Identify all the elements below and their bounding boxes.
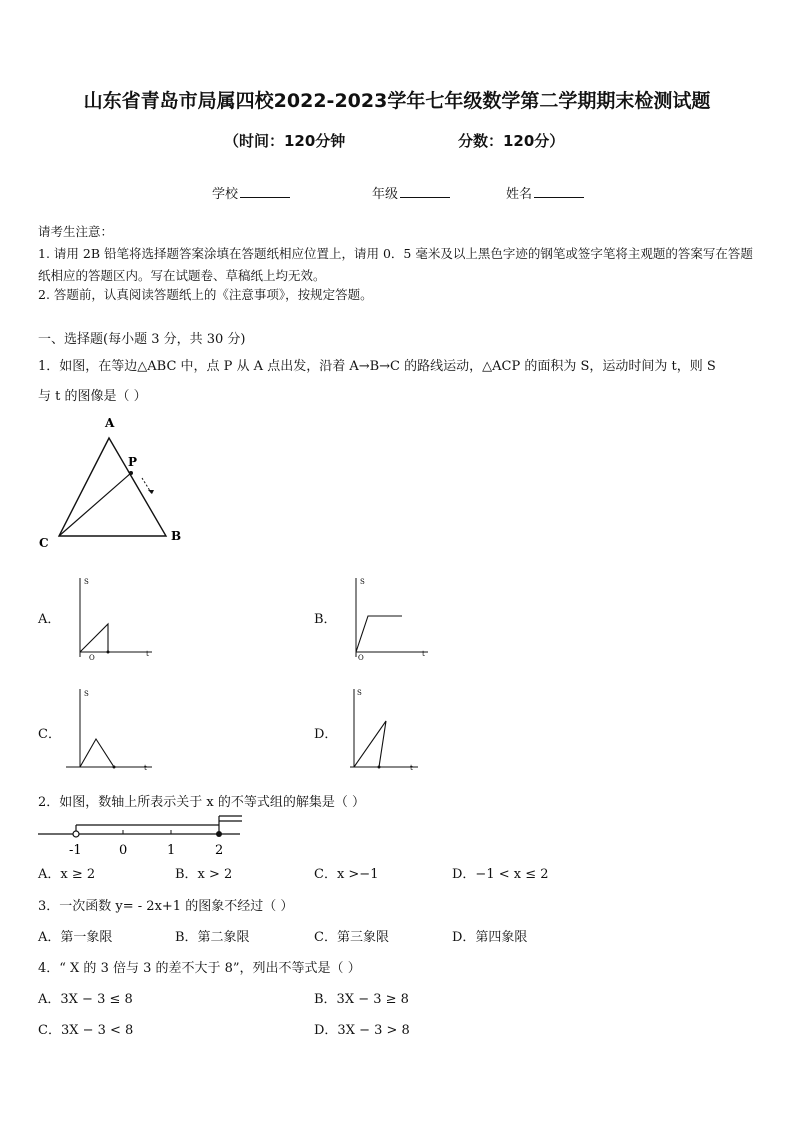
axis-t-label: t [410, 764, 413, 772]
q4-option-b[interactable]: B．3X − 3 ≥ 8 [314, 992, 409, 1007]
grade-blank [400, 186, 450, 198]
q1-graph-a [62, 572, 162, 664]
q4-option-a[interactable]: A．3X − 3 ≤ 8 [38, 992, 133, 1007]
q2-number-line [36, 812, 248, 857]
axis-s-label: S [84, 690, 89, 698]
axis-t-label: t [146, 650, 149, 658]
origin-label: O [89, 654, 95, 662]
q2-option-b[interactable]: B．x > 2 [175, 867, 233, 882]
axis-s-label: S [84, 578, 89, 586]
school-label: 学校 [212, 187, 239, 202]
name-field [506, 183, 584, 202]
q3-option-c[interactable]: C．第三象限 [314, 930, 389, 945]
q4-stem: 4．“ X 的 3 倍与 3 的差不大于 8”，列出不等式是（ ） [38, 961, 361, 976]
open-point-neg1 [73, 831, 79, 837]
label-b: B [171, 529, 182, 543]
q1-option-b-label[interactable]: B． [314, 612, 337, 627]
q4-option-c[interactable]: C．3X − 3 < 8 [38, 1023, 134, 1038]
q1-graph-c [62, 685, 162, 777]
exam-time: （时间：120分钟 [224, 132, 346, 150]
name-label: 姓名 [506, 187, 533, 202]
q4-option-d[interactable]: D．3X − 3 > 8 [314, 1023, 410, 1038]
grade-field [372, 183, 450, 202]
tick-label: 2 [215, 843, 224, 857]
q1-option-d-label[interactable]: D． [314, 727, 338, 742]
axis-t-label: t [422, 650, 425, 658]
q1-option-a-label[interactable]: A． [38, 612, 61, 627]
q1-option-c-label[interactable]: C． [38, 727, 61, 742]
q1-triangle-figure [30, 410, 200, 555]
motion-arrowhead [148, 490, 154, 494]
q2-option-d[interactable]: D．−1 < x ≤ 2 [452, 867, 549, 882]
notice-item-1: 1. 请用 2B 铅笔将选择题答案涂填在答题纸相应位置上，请用 0．5 毫米及以上黑色字迹的钢笔或签字笔将主观题的答案写在答题纸相应的答题区内。写在试题卷、草稿纸上均无效。 [38, 246, 753, 283]
q2-option-a[interactable]: A．x ≥ 2 [38, 867, 96, 882]
exam-title: 山东省青岛市局属四校2022-2023学年七年级数学第二学期期末检测试题 [83, 90, 711, 112]
q1-stem-line2: 与 t 的图像是（ ） [38, 389, 147, 404]
notice-heading: 请考生注意： [38, 224, 114, 239]
axis-t-label: t [144, 764, 147, 772]
point-p [129, 471, 133, 475]
name-blank [534, 186, 584, 198]
q2-stem: 2．如图，数轴上所表示关于 x 的不等式组的解集是（ ） [38, 795, 365, 810]
school-blank [240, 186, 290, 198]
q3-stem: 3．一次函数 y= - 2x+1 的图象不经过（ ） [38, 899, 294, 914]
notice-item-2: 2. 答题前，认真阅读答题纸上的《注意事项》，按规定答题。 [38, 287, 373, 302]
closed-point-2 [216, 831, 222, 837]
origin-label: O [358, 654, 364, 662]
graph-curve [80, 739, 114, 767]
segment-cp [59, 473, 131, 536]
school-field [212, 183, 290, 202]
q1-graph-d [338, 685, 438, 777]
q1-stem-line1: 1．如图，在等边△ABC 中，点 P 从 A 点出发，沿着 A→B→C 的路线运动，△ACP 的面积为 S，运动时间为 t，则 S [38, 359, 716, 374]
q2-option-c[interactable]: C．x >−1 [314, 867, 379, 882]
label-a: A [105, 416, 115, 430]
graph-curve [80, 624, 108, 652]
axis-s-label: S [357, 689, 362, 697]
q3-option-a[interactable]: A．第一象限 [38, 930, 113, 945]
q3-option-b[interactable]: B．第二象限 [175, 930, 250, 945]
label-c: C [39, 536, 49, 550]
tick-label: 1 [167, 843, 176, 857]
tick-label: 0 [119, 843, 128, 857]
q1-graph-b [338, 572, 438, 664]
graph-curve [356, 616, 402, 652]
axis-s-label: S [360, 578, 365, 586]
grade-label: 年级 [372, 187, 399, 202]
section-heading: 一、选择题(每小题 3 分，共 30 分) [38, 332, 246, 347]
graph-curve [354, 721, 386, 767]
tick-label: -1 [69, 843, 82, 857]
exam-score: 分数：120分） [458, 132, 565, 150]
label-p: P [128, 455, 138, 469]
q3-option-d[interactable]: D．第四象限 [452, 930, 528, 945]
